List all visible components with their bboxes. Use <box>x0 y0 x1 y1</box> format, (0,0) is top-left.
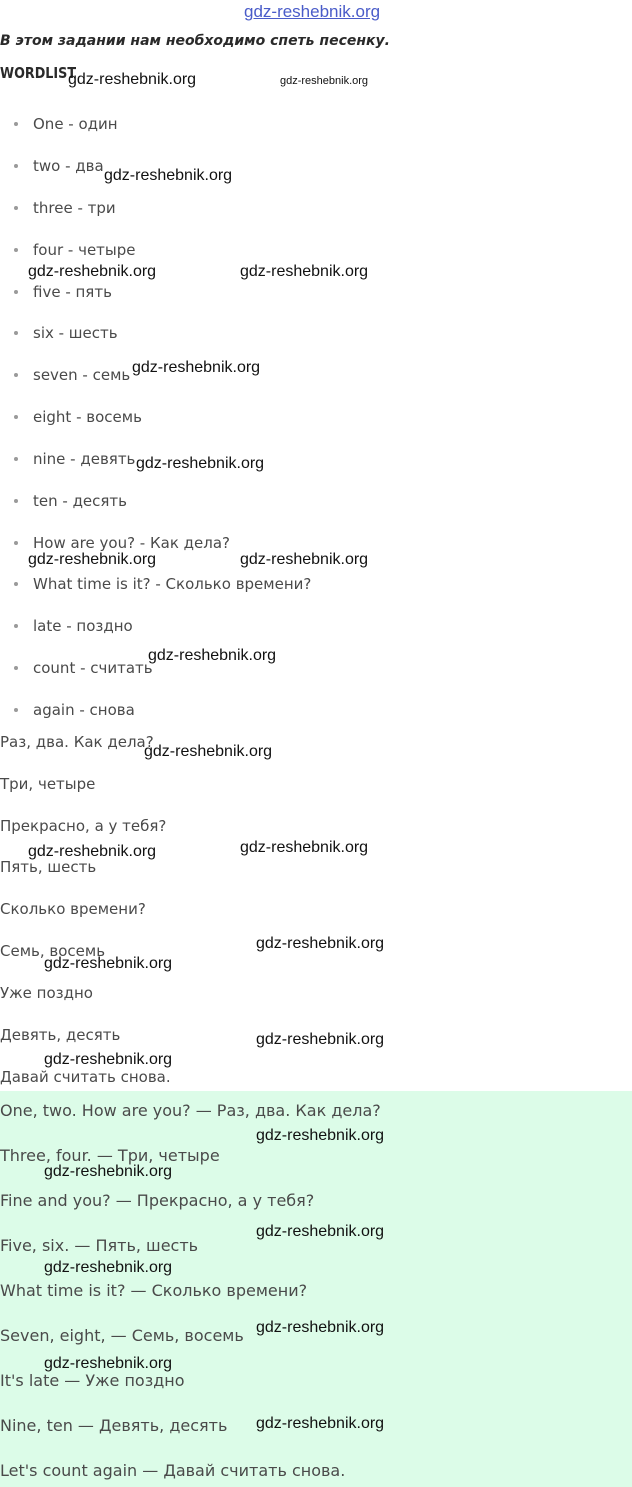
wordlist-item <box>14 533 230 553</box>
song-line: What time is it? — Сколько времени? <box>0 1281 308 1300</box>
bullet-icon <box>14 457 18 461</box>
watermark: gdz-reshebnik.org <box>136 455 265 472</box>
wordlist-item <box>14 365 130 385</box>
wordlist-item <box>14 616 133 636</box>
watermark: gdz-reshebnik.org <box>28 263 157 280</box>
song-line: Nine, ten — Девять, десять <box>0 1416 228 1435</box>
watermark: gdz-reshebnik.org <box>240 263 369 280</box>
wordlist-item <box>14 323 118 343</box>
watermark: gdz-reshebnik.org <box>132 359 261 376</box>
watermark: gdz-reshebnik.org <box>68 71 197 88</box>
wordlist-item-text: again - снова <box>33 701 135 719</box>
song-line: Five, six. — Пять, шесть <box>0 1236 199 1255</box>
bullet-icon <box>14 582 18 586</box>
watermark: gdz-reshebnik.org <box>240 551 369 568</box>
wordlist-title: WORDLIST <box>0 64 77 82</box>
wordlist-item <box>14 574 311 594</box>
watermark: gdz-reshebnik.org <box>28 551 157 568</box>
wordlist-item-text: two - два <box>33 157 104 175</box>
song-line: It's late — Уже поздно <box>0 1371 185 1390</box>
translation-line: Пять, шесть <box>0 858 97 876</box>
song-line: Fine and you? — Прекрасно, а у тебя? <box>0 1191 315 1210</box>
watermark: gdz-reshebnik.org <box>240 839 369 856</box>
wordlist-item-text: five - пять <box>33 283 112 301</box>
wordlist-item-text: three - три <box>33 199 116 217</box>
watermark: gdz-reshebnik.org <box>44 1355 173 1372</box>
wordlist-item-text: What time is it? - Сколько времени? <box>33 575 312 593</box>
watermark: gdz-reshebnik.org <box>256 935 385 952</box>
watermark: gdz-reshebnik.org <box>148 647 277 664</box>
translation-line: Три, четыре <box>0 775 96 793</box>
song-line: Let's count again — Давай считать снова. <box>0 1461 346 1480</box>
translation-line: Прекрасно, а у тебя? <box>0 817 167 835</box>
watermark: gdz-reshebnik.org <box>280 75 369 87</box>
wordlist-item-text: eight - восемь <box>33 408 142 426</box>
bullet-icon <box>14 499 18 503</box>
bullet-icon <box>14 122 18 126</box>
translation-line: Семь, восемь <box>0 942 106 960</box>
bullet-icon <box>14 415 18 419</box>
wordlist-item <box>14 700 135 720</box>
wordlist-item-text: late - поздно <box>33 617 133 635</box>
wordlist-item <box>14 658 153 678</box>
watermark: gdz-reshebnik.org <box>44 1163 173 1180</box>
site-link[interactable]: gdz-reshebnik.org <box>244 2 381 21</box>
watermark: gdz-reshebnik.org <box>44 1051 173 1068</box>
wordlist-item-text: seven - семь <box>33 366 131 384</box>
wordlist-item-text: six - шесть <box>33 324 118 342</box>
translation-line: Давай считать снова. <box>0 1068 171 1086</box>
bullet-icon <box>14 624 18 628</box>
watermark: gdz-reshebnik.org <box>104 167 233 184</box>
wordlist-item <box>14 198 116 218</box>
song-line: Seven, eight, — Семь, восемь <box>0 1326 244 1345</box>
watermark: gdz-reshebnik.org <box>28 843 157 860</box>
wordlist-item <box>14 407 142 427</box>
bullet-icon <box>14 373 18 377</box>
wordlist-item-text: How are you? - Как дела? <box>33 534 230 552</box>
bullet-icon <box>14 248 18 252</box>
bullet-icon <box>14 708 18 712</box>
watermark: gdz-reshebnik.org <box>144 743 273 760</box>
bullet-icon <box>14 541 18 545</box>
wordlist-item-text: ten - десять <box>33 492 128 510</box>
wordlist-item <box>14 282 112 302</box>
watermark: gdz-reshebnik.org <box>256 1415 385 1432</box>
wordlist-item-text: four - четыре <box>33 241 136 259</box>
watermark: gdz-reshebnik.org <box>256 1127 385 1144</box>
watermark: gdz-reshebnik.org <box>256 1031 385 1048</box>
watermark: gdz-reshebnik.org <box>44 955 173 972</box>
wordlist-item <box>14 156 104 176</box>
task-instruction: В этом задании нам необходимо спеть песенку. <box>0 33 390 49</box>
translation-line: Сколько времени? <box>0 900 146 918</box>
wordlist-item <box>14 240 136 260</box>
bullet-icon <box>14 164 18 168</box>
translation-line: Раз, два. Как дела? <box>0 733 154 751</box>
bullet-icon <box>14 331 18 335</box>
wordlist-item-text: One - один <box>33 115 118 133</box>
bullet-icon <box>14 666 18 670</box>
wordlist-item <box>14 449 135 469</box>
bullet-icon <box>14 206 18 210</box>
translation-line: Уже поздно <box>0 984 93 1002</box>
watermark: gdz-reshebnik.org <box>44 1259 173 1276</box>
bullet-icon <box>14 290 18 294</box>
song-line: One, two. How are you? — Раз, два. Как дела? <box>0 1101 381 1120</box>
wordlist-item <box>14 114 118 134</box>
watermark: gdz-reshebnik.org <box>256 1223 385 1240</box>
wordlist-item-text: nine - девять <box>33 450 136 468</box>
watermark: gdz-reshebnik.org <box>256 1319 385 1336</box>
wordlist-item <box>14 491 127 511</box>
translation-line: Девять, десять <box>0 1026 121 1044</box>
song-line: Three, four. — Три, четыре <box>0 1146 220 1165</box>
wordlist-item-text: count - считать <box>33 659 153 677</box>
